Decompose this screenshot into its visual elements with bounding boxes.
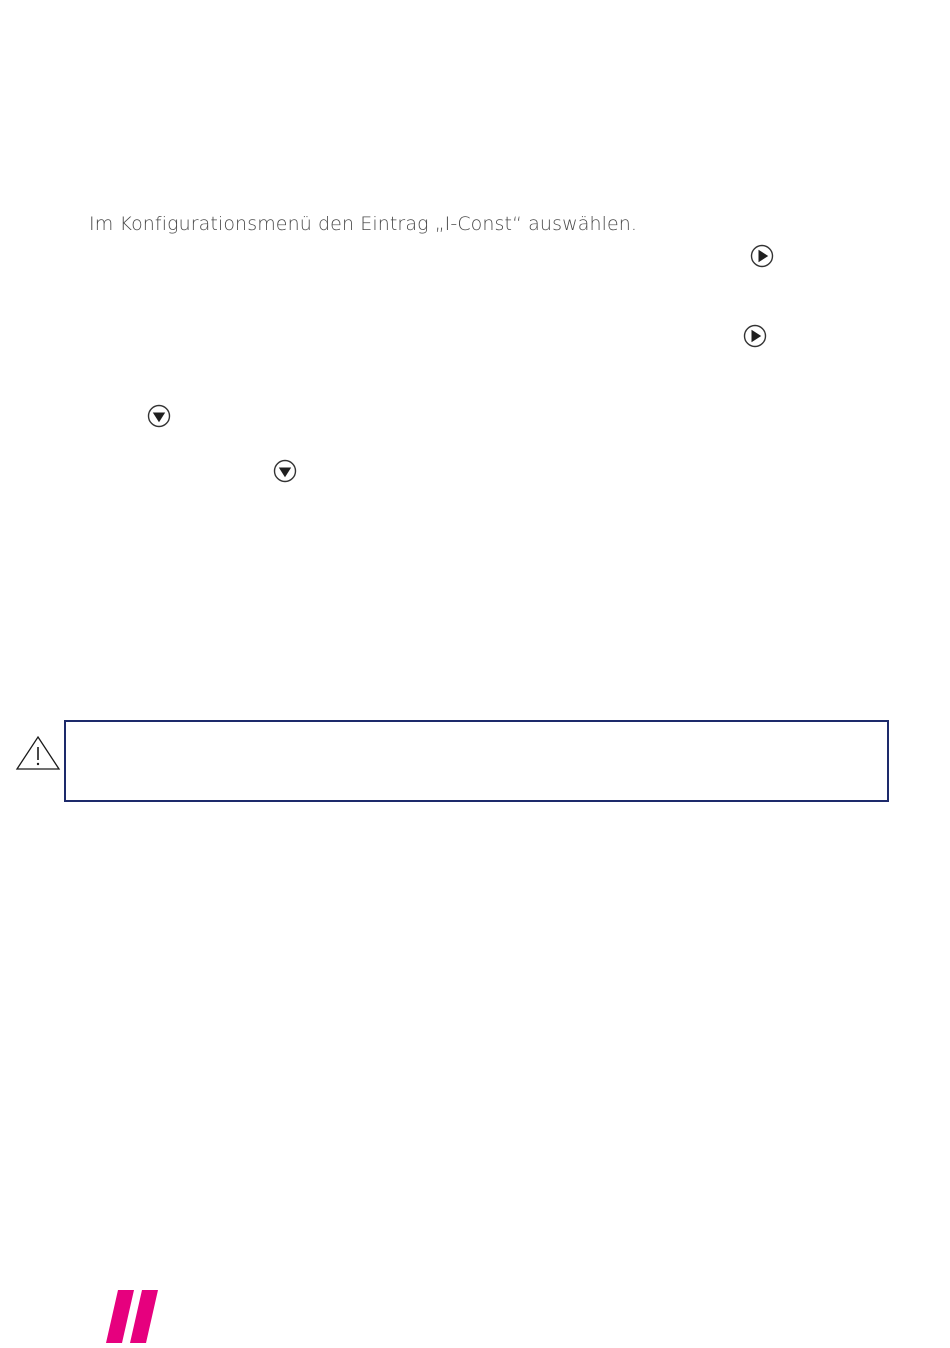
- warning-triangle-icon: [15, 735, 61, 771]
- instruction-text: Im Konfigurationsmenü den Eintrag „I-Const“ auswählen.: [89, 213, 638, 235]
- down-button-icon: [147, 404, 171, 428]
- down-button-icon: [273, 459, 297, 483]
- play-button-icon: [750, 244, 774, 268]
- play-button-icon: [743, 324, 767, 348]
- warning-box: [64, 720, 889, 802]
- brand-slashes-logo: [104, 1290, 162, 1343]
